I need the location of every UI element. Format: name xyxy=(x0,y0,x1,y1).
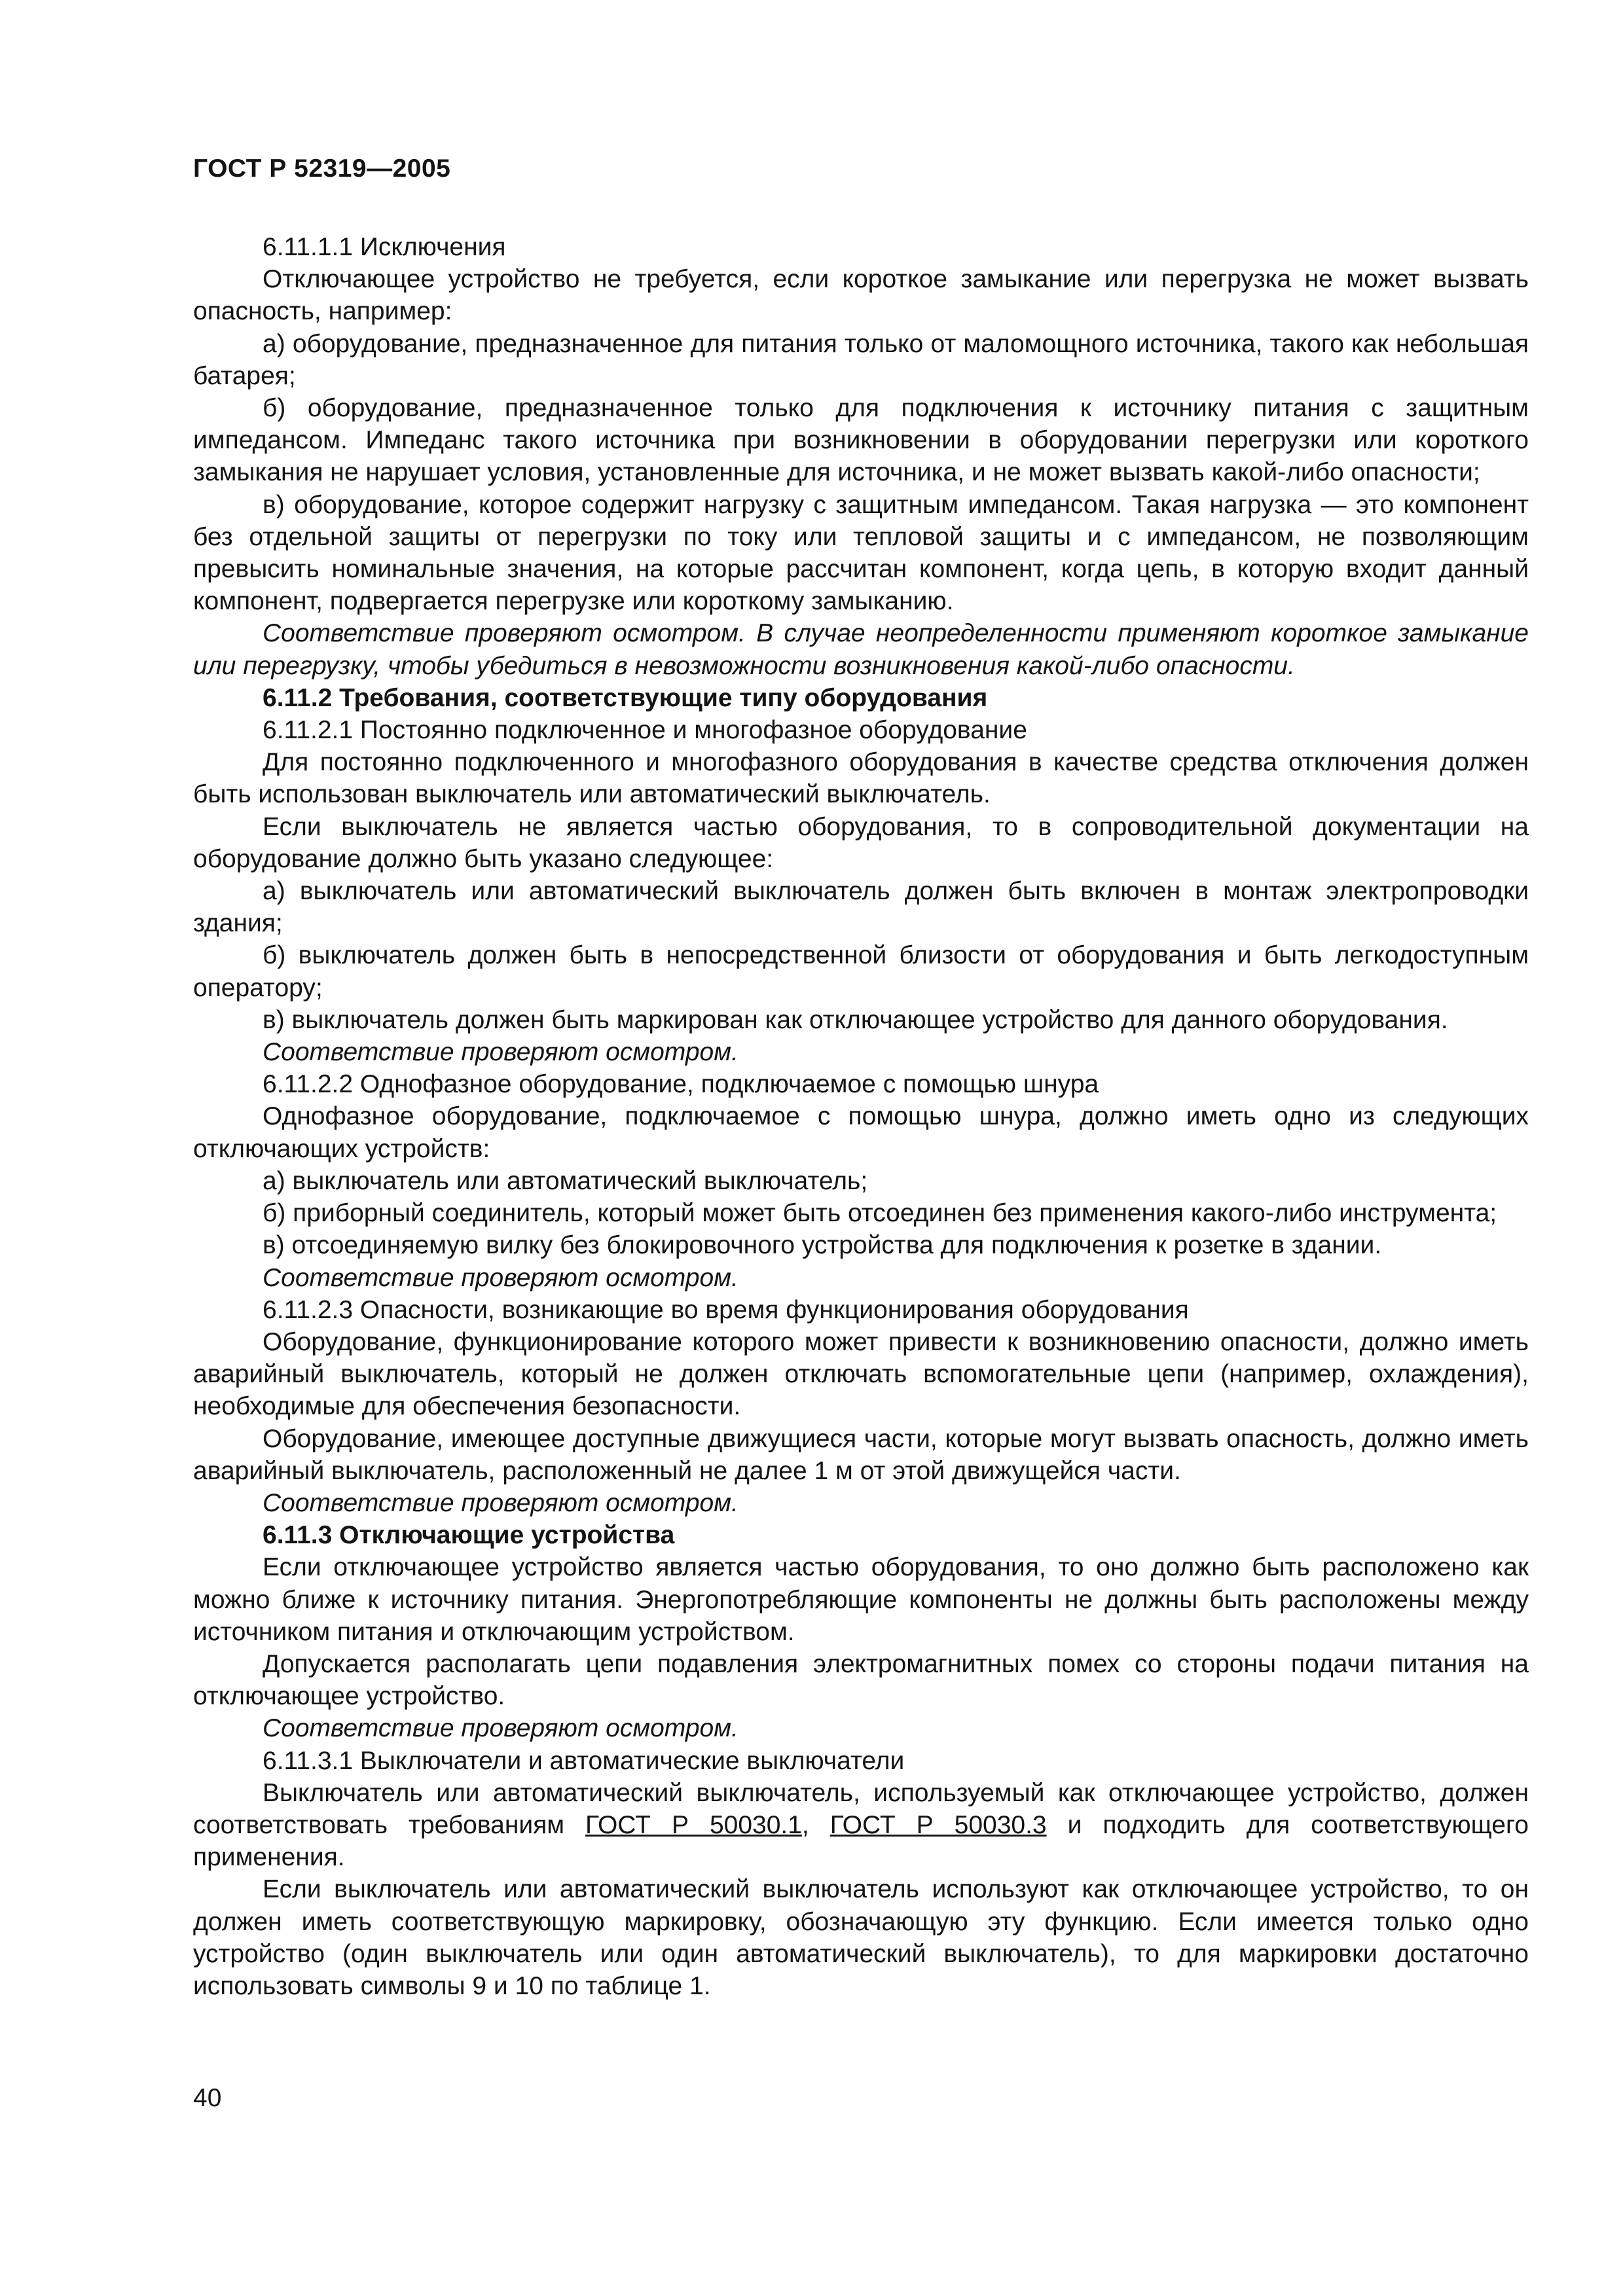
paragraph: Если отключающее устройство является частью оборудования, то оно должно быть расположено как можно ближе к источнику питания. Энергопотребляющие компоненты не должны быть расположены между источником питания и отключающим устройством. xyxy=(193,1553,1529,1646)
list-item: в) выключатель должен быть маркирован как отключающее устройство для данного оборудования. xyxy=(263,1005,1448,1034)
paragraph-text: Выключатель или автоматический выключатель, используемый как отключающее устройство, должен соответствовать требованиям xyxy=(193,1778,1529,1839)
compliance-note: Соответствие проверяют осмотром. xyxy=(263,1263,739,1292)
paragraph: Если выключатель или автоматический выключатель используют как отключающее устройство, то он должен иметь соответствующую маркировку, обозначающую эту функцию. Если имеется только одно устройство (один выключатель или один автоматический выключатель), то для маркировки достаточно использовать символы 9 и 10 по таблице 1. xyxy=(193,1875,1529,2000)
list-item: а) оборудование, предназначенное для питания только от маломощного источника, такого как небольшая батарея; xyxy=(193,329,1529,390)
separator-text: , xyxy=(801,1810,830,1839)
list-item: в) отсоединяемую вилку без блокировочного устройства для подключения к розетке в здании. xyxy=(263,1231,1382,1260)
paragraph-with-references xyxy=(193,1777,1529,1874)
paragraph: Однофазное оборудование, подключаемое с помощью шнура, должно иметь одно из следующих отключающих устройств: xyxy=(193,1102,1529,1163)
paragraph-text: и подходить для соответствующего применения. xyxy=(193,1810,1529,1872)
clause-heading: 6.11.2.2 Однофазное оборудование, подключаемое с помощью шнура xyxy=(263,1070,1099,1099)
paragraph: Оборудование, функционирование которого может привести к возникновению опасности, должно иметь аварийный выключатель, который не должен отключать вспомогательные цепи (например, охлаждения), необходимые для обеспечения безопасности. xyxy=(193,1327,1529,1421)
compliance-note: Соответствие проверяют осмотром. xyxy=(263,1488,739,1517)
clause-heading: 6.11.1.1 Исключения xyxy=(263,233,506,261)
list-item: а) выключатель или автоматический выключатель должен быть включен в монтаж электропроводки здания; xyxy=(193,877,1529,938)
standard-reference-link[interactable]: ГОСТ Р 50030.3 xyxy=(830,1810,1047,1839)
list-item: б) выключатель должен быть в непосредственной близости от оборудования и быть легкодоступным оператору; xyxy=(193,941,1529,1002)
paragraph: Если выключатель не является частью оборудования, то в сопроводительной документации на оборудование должно быть указано следующее: xyxy=(193,812,1529,873)
clause-heading: 6.11.2.3 Опасности, возникающие во время функционирования оборудования xyxy=(263,1295,1189,1324)
paragraph: Оборудование, имеющее доступные движущиеся части, которые могут вызвать опасность, должно иметь аварийный выключатель, расположенный не далее 1 м от этой движущейся части. xyxy=(193,1424,1529,1485)
paragraph: Допускается располагать цепи подавления электромагнитных помех со стороны подачи питания на отключающее устройство. xyxy=(193,1649,1529,1711)
compliance-note: Соответствие проверяют осмотром. xyxy=(263,1714,739,1743)
clause-heading: 6.11.3.1 Выключатели и автоматические выключатели xyxy=(263,1746,905,1775)
standard-reference-link[interactable]: ГОСТ Р 50030.1 xyxy=(585,1810,802,1839)
paragraph: Для постоянно подключенного и многофазного оборудования в качестве средства отключения должен быть использован выключатель или автоматический выключатель. xyxy=(193,748,1529,809)
section-heading: 6.11.2 Требования, соответствующие типу оборудования xyxy=(263,683,988,712)
list-item: в) оборудование, которое содержит нагрузку с защитным импедансом. Такая нагрузка — это компонент без отдельной защиты от перегрузки по току или тепловой защиты и с импедансом, не позволяющим превысить номинальные значения, на которые рассчитан компонент, когда цепь, в которую входит данный компонент, подвергается перегрузке или короткому замыканию. xyxy=(193,490,1529,616)
document-body xyxy=(193,231,1529,2002)
list-item: а) выключатель или автоматический выключатель; xyxy=(263,1166,868,1195)
document-header: ГОСТ Р 52319—2005 xyxy=(193,154,451,183)
clause-heading: 6.11.2.1 Постоянно подключенное и многофазное оборудование xyxy=(263,716,1027,745)
compliance-note: Соответствие проверяют осмотром. В случае неопределенности применяют короткое замыкание или перегрузку, чтобы убедиться в невозможности возникновения какой-либо опасности. xyxy=(193,619,1529,680)
list-item: б) приборный соединитель, который может быть отсоединен без применения какого-либо инструмента; xyxy=(263,1199,1497,1228)
page-number: 40 xyxy=(193,2084,222,2112)
compliance-note: Соответствие проверяют осмотром. xyxy=(263,1038,739,1067)
list-item: б) оборудование, предназначенное только для подключения к источнику питания с защитным импедансом. Импеданс такого источника при возникновении в оборудовании перегрузки или короткого замыкания не нарушает условия, установленные для источника, и не может вызвать какой-либо опасности; xyxy=(193,394,1529,487)
section-heading: 6.11.3 Отключающие устройства xyxy=(263,1521,675,1550)
paragraph: Отключающее устройство не требуется, если короткое замыкание или перегрузка не может вызвать опасность, например: xyxy=(193,265,1529,326)
